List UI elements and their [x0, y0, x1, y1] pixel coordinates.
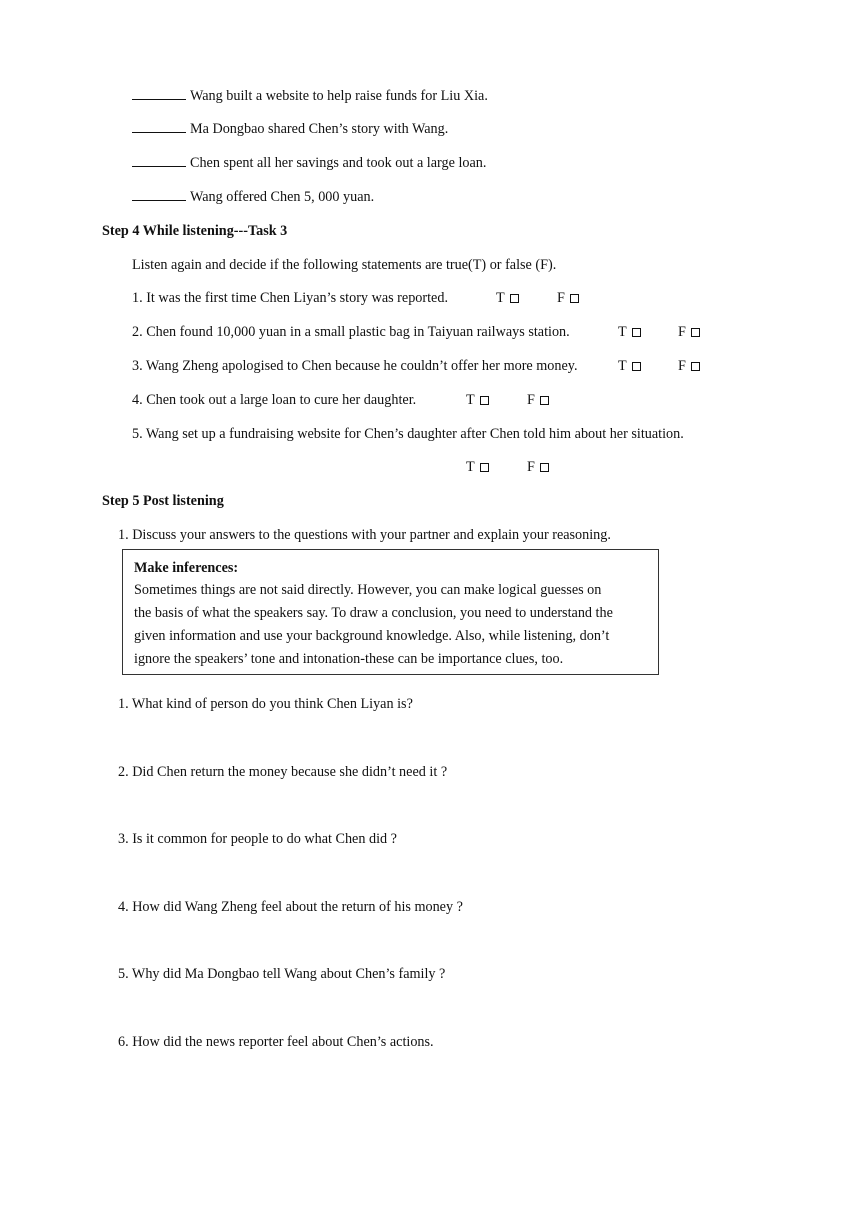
true-option[interactable] [466, 458, 489, 476]
statement-5: 5. Wang set up a fundraising website for Chen’s daughter after Chen told him about her situation. [132, 426, 684, 442]
box-line: given information and use your background knowledge. Also, while listening, don’t [134, 628, 610, 644]
box-line: ignore the speakers’ tone and intonation-these can be importance clues, too. [134, 651, 564, 667]
false-option[interactable] [678, 323, 700, 341]
question-5: 5. Why did Ma Dongbao tell Wang about Chen’s family ? [118, 966, 446, 982]
true-option[interactable] [618, 323, 641, 341]
true-label: T [618, 324, 627, 340]
true-label: T [466, 392, 475, 408]
true-option[interactable] [496, 289, 519, 307]
checkbox-icon[interactable] [632, 328, 641, 337]
make-inferences-box [122, 549, 659, 675]
step5-heading: Step 5 Post listening [102, 493, 224, 509]
false-option[interactable] [527, 458, 549, 476]
question-1: 1. What kind of person do you think Chen Liyan is? [118, 696, 413, 712]
true-label: T [618, 358, 627, 374]
checkbox-icon[interactable] [480, 396, 489, 405]
answer-blank[interactable] [132, 121, 186, 133]
false-option[interactable] [678, 357, 700, 375]
checkbox-icon[interactable] [540, 396, 549, 405]
checkbox-icon[interactable] [691, 362, 700, 371]
true-option[interactable] [618, 357, 641, 375]
ordering-item [132, 120, 448, 138]
false-option[interactable] [527, 391, 549, 409]
false-label: F [527, 459, 535, 475]
checkbox-icon[interactable] [632, 362, 641, 371]
box-line: the basis of what the speakers say. To draw a conclusion, you need to understand the [134, 605, 613, 621]
ordering-item-text: Wang offered Chen 5, 000 yuan. [190, 189, 375, 205]
true-label: T [466, 459, 475, 475]
checkbox-icon[interactable] [570, 294, 579, 303]
statement-2: 2. Chen found 10,000 yuan in a small plastic bag in Taiyuan railways station. [132, 324, 570, 340]
question-3: 3. Is it common for people to do what Chen did ? [118, 831, 397, 847]
ordering-item-text: Wang built a website to help raise funds for Liu Xia. [190, 88, 488, 104]
ordering-item [132, 154, 486, 172]
false-option[interactable] [557, 289, 579, 307]
statement-4: 4. Chen took out a large loan to cure her daughter. [132, 392, 417, 408]
box-line: Sometimes things are not said directly. However, you can make logical guesses on [134, 582, 602, 598]
answer-blank[interactable] [132, 189, 186, 201]
statement-3: 3. Wang Zheng apologised to Chen because he couldn’t offer her more money. [132, 358, 578, 374]
box-title: Make inferences: [134, 560, 239, 576]
step4-instruction: Listen again and decide if the following statements are true(T) or false (F). [132, 257, 557, 273]
step4-heading: Step 4 While listening---Task 3 [102, 223, 288, 239]
statement-1: 1. It was the first time Chen Liyan’s story was reported. [132, 290, 448, 306]
true-label: T [496, 290, 505, 306]
checkbox-icon[interactable] [510, 294, 519, 303]
true-option[interactable] [466, 391, 489, 409]
false-label: F [678, 324, 686, 340]
false-label: F [527, 392, 535, 408]
checkbox-icon[interactable] [540, 463, 549, 472]
ordering-item-text: Ma Dongbao shared Chen’s story with Wang. [190, 121, 449, 137]
false-label: F [678, 358, 686, 374]
answer-blank[interactable] [132, 88, 186, 100]
checkbox-icon[interactable] [691, 328, 700, 337]
step5-task: 1. Discuss your answers to the questions with your partner and explain your reasoning. [118, 527, 611, 543]
question-2: 2. Did Chen return the money because she didn’t need it ? [118, 764, 448, 780]
ordering-item-text: Chen spent all her savings and took out a large loan. [190, 155, 487, 171]
ordering-item [132, 87, 488, 105]
question-4: 4. How did Wang Zheng feel about the return of his money ? [118, 899, 463, 915]
ordering-item [132, 188, 374, 206]
checkbox-icon[interactable] [480, 463, 489, 472]
false-label: F [557, 290, 565, 306]
question-6: 6. How did the news reporter feel about Chen’s actions. [118, 1034, 434, 1050]
answer-blank[interactable] [132, 155, 186, 167]
